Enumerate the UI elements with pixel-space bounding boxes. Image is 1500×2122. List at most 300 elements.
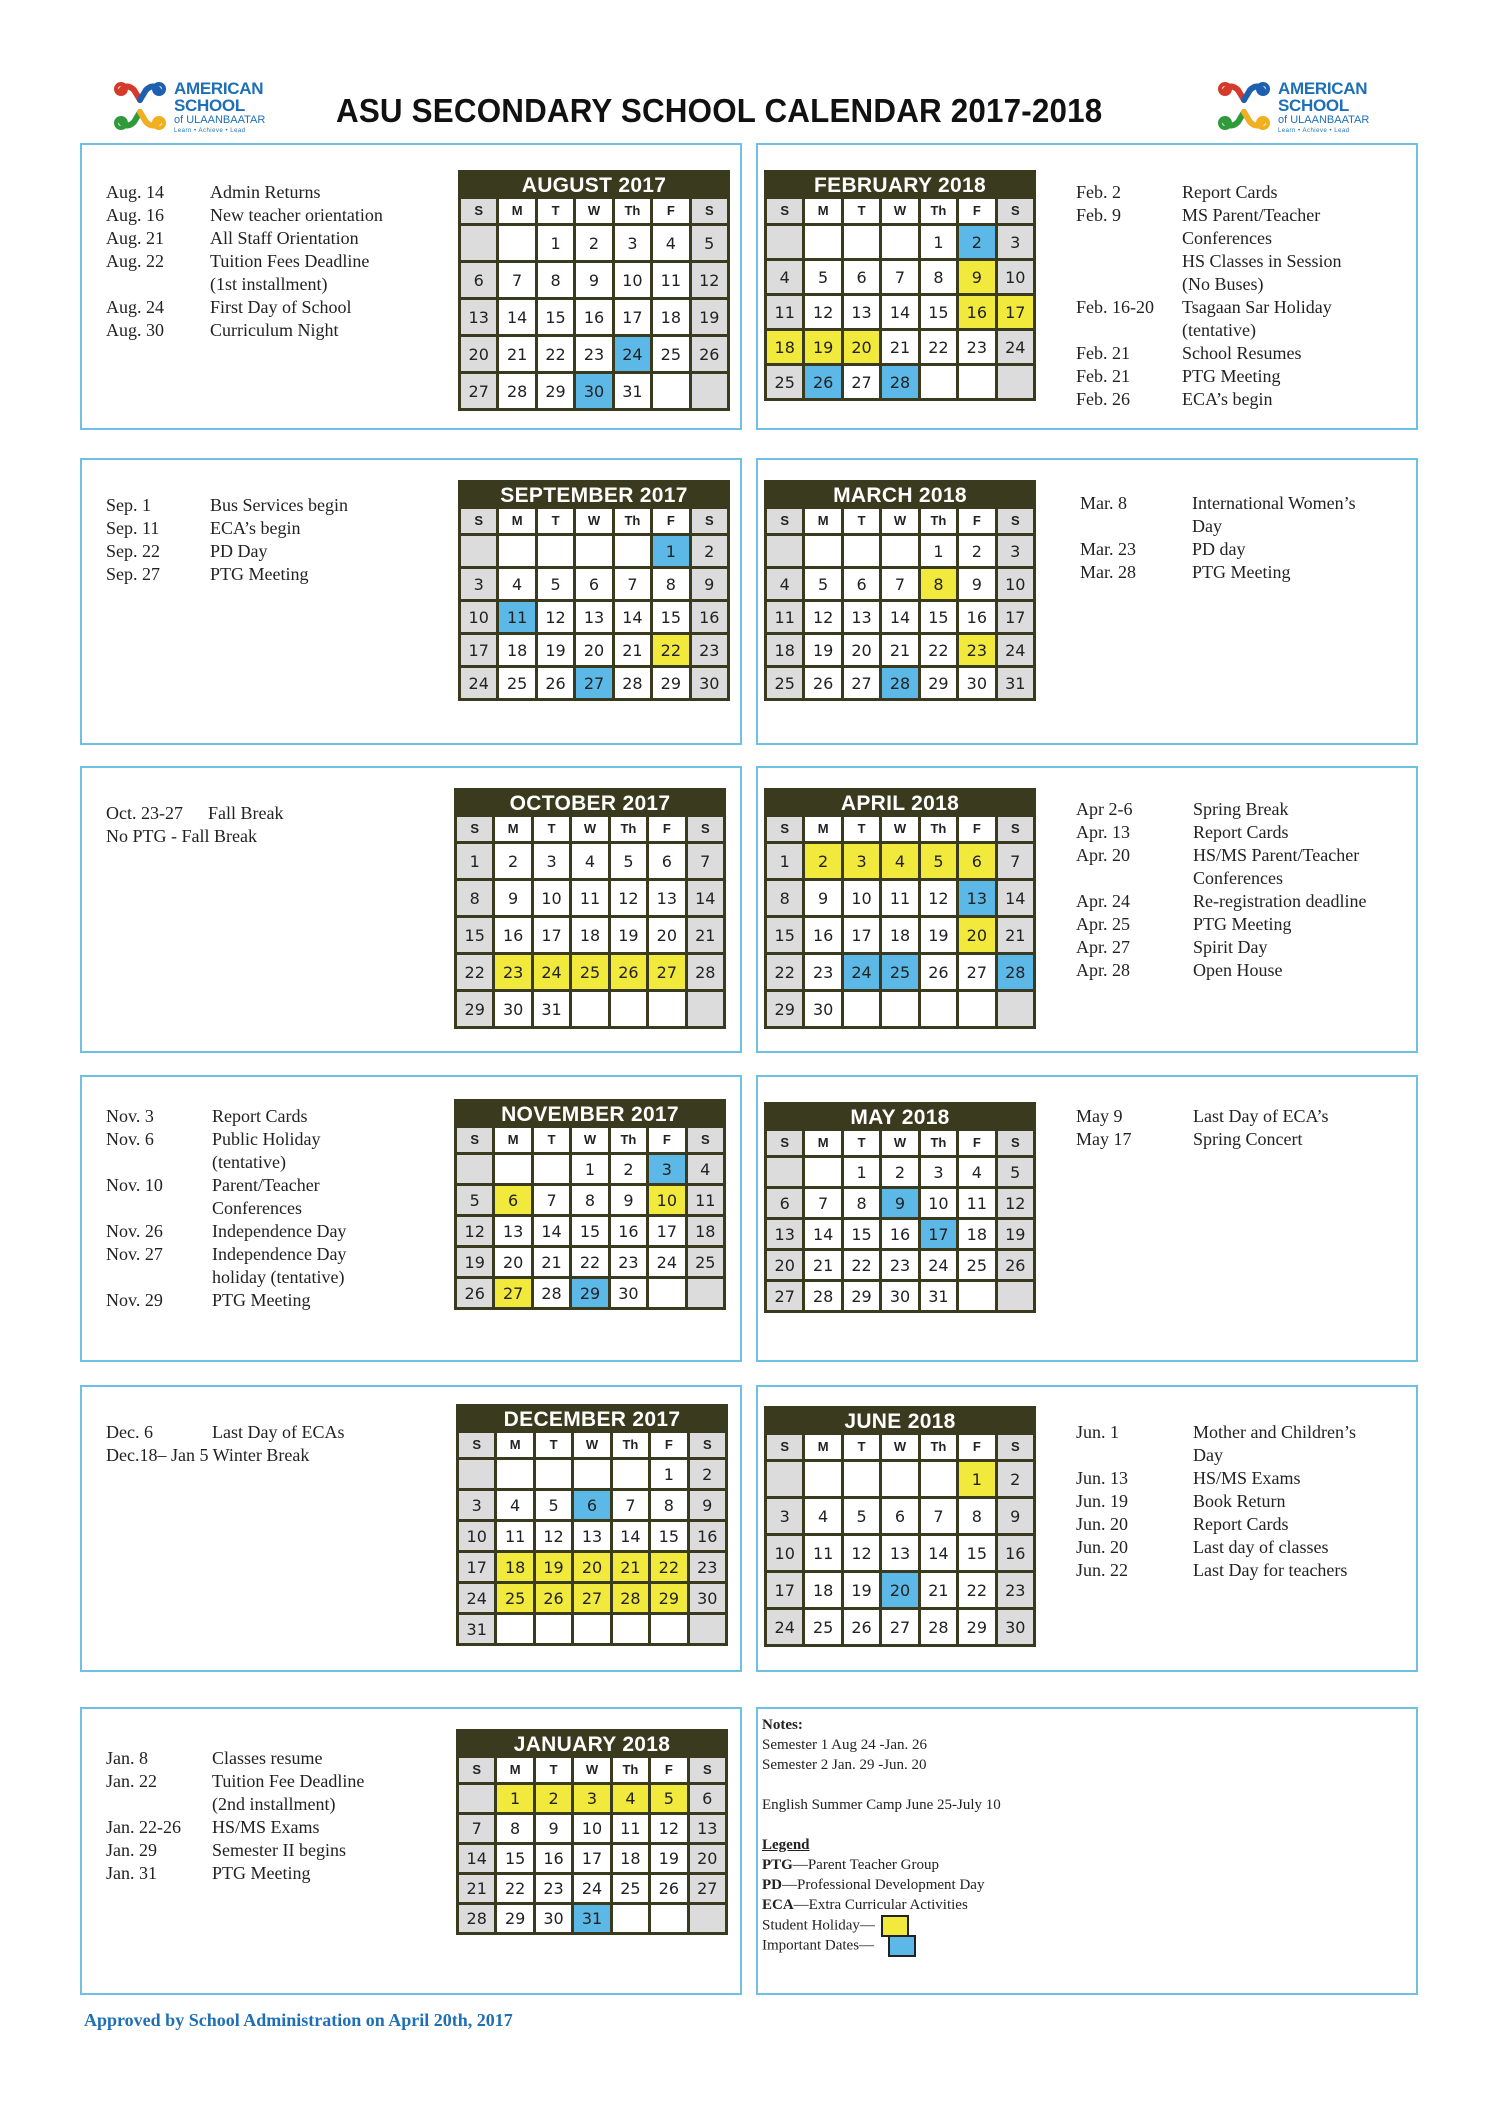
weekday-header: M (497, 1758, 532, 1782)
weekday-header: Th (921, 1131, 956, 1155)
empty-day-cell (651, 1905, 686, 1932)
month-title: AUGUST 2017 (521, 174, 667, 197)
day-cell: 24 (615, 337, 650, 371)
event-row (106, 1220, 346, 1243)
event-row (1076, 250, 1342, 273)
event-row (1080, 492, 1356, 515)
weekday-header: W (882, 1435, 917, 1459)
empty-day-cell (959, 992, 994, 1026)
event-row (1076, 181, 1342, 204)
day-cell: 20 (844, 331, 879, 363)
event-description: Day (1192, 516, 1222, 536)
event-description: Public Holiday (212, 1129, 321, 1149)
day-cell: 20 (882, 1573, 917, 1607)
event-description: Independence Day (212, 1221, 347, 1241)
day-cell: 9 (536, 1815, 571, 1842)
day-cell: 24 (649, 1248, 684, 1276)
empty-day-cell (882, 536, 917, 566)
empty-day-cell (538, 536, 573, 566)
event-row (1076, 1444, 1356, 1467)
month-title: JANUARY 2018 (513, 1733, 671, 1756)
empty-day-cell (499, 536, 534, 566)
day-cell: 23 (536, 1875, 571, 1902)
day-grid (459, 1433, 725, 1643)
empty-day-cell (805, 1462, 840, 1496)
weekday-header: S (459, 1758, 494, 1782)
legend-meaning: —Parent Teacher Group (792, 1857, 939, 1873)
day-cell: 5 (536, 1491, 571, 1519)
day-cell: 17 (998, 602, 1033, 632)
day-cell: 20 (576, 635, 611, 665)
event-description: PTG Meeting (212, 1290, 311, 1310)
event-row (1076, 1559, 1356, 1582)
event-row (1076, 204, 1342, 227)
weekday-header: W (574, 1433, 609, 1457)
day-cell: 16 (576, 300, 611, 334)
event-description: (No Buses) (1182, 274, 1264, 294)
day-cell: 17 (649, 1217, 684, 1245)
empty-day-cell (572, 992, 607, 1026)
empty-day-cell (574, 1460, 609, 1488)
empty-day-cell (497, 1460, 532, 1488)
day-cell: 27 (844, 366, 879, 398)
day-cell: 28 (882, 668, 917, 698)
day-cell: 29 (651, 1584, 686, 1612)
empty-day-cell (688, 1279, 723, 1307)
day-cell: 17 (459, 1553, 494, 1581)
weekday-header: W (882, 199, 917, 223)
event-date: Nov. 6 (106, 1129, 154, 1149)
empty-day-cell (461, 536, 496, 566)
weekday-header: F (651, 1433, 686, 1457)
empty-day-cell (536, 1460, 571, 1488)
day-cell: 26 (921, 955, 956, 989)
day-cell: 25 (613, 1875, 648, 1902)
event-description: HS/MS Parent/Teacher (1193, 845, 1360, 865)
day-cell: 5 (844, 1499, 879, 1533)
day-cell: 21 (921, 1573, 956, 1607)
empty-day-cell (613, 1615, 648, 1643)
event-date (106, 1793, 212, 1816)
day-cell: 3 (574, 1785, 609, 1812)
day-cell: 2 (536, 1785, 571, 1812)
logo-line2: SCHOOL (1278, 96, 1349, 115)
weekday-header: T (536, 1758, 571, 1782)
event-description: Conferences (212, 1198, 302, 1218)
event-row (1076, 319, 1342, 342)
day-cell: 20 (690, 1845, 725, 1872)
day-cell: 20 (461, 337, 496, 371)
day-cell: 27 (844, 668, 879, 698)
month-title: MAY 2018 (850, 1106, 950, 1129)
empty-day-cell (882, 226, 917, 258)
event-row (106, 1174, 346, 1197)
day-cell: 7 (613, 1491, 648, 1519)
month-calendar (764, 1406, 1036, 1647)
day-cell: 12 (457, 1217, 492, 1245)
day-cell: 14 (459, 1845, 494, 1872)
event-date: Feb. 2 (1076, 182, 1121, 202)
event-row (106, 1839, 364, 1862)
event-row (1076, 821, 1366, 844)
day-grid (767, 1435, 1033, 1644)
month-calendar (456, 1729, 728, 1935)
day-cell: 3 (921, 1158, 956, 1186)
day-cell: 25 (499, 668, 534, 698)
day-cell: 14 (882, 296, 917, 328)
event-description: PTG Meeting (210, 564, 309, 584)
day-cell: 30 (576, 374, 611, 408)
day-cell: 30 (611, 1279, 646, 1307)
day-cell: 31 (921, 1282, 956, 1310)
empty-day-cell (688, 992, 723, 1026)
event-description: ECA’s begin (1182, 389, 1273, 409)
event-description: PTG Meeting (1182, 366, 1281, 386)
event-description: Spirit Day (1193, 937, 1268, 957)
event-row (106, 540, 348, 563)
event-description: Tuition Fee Deadline (212, 1771, 365, 1791)
empty-day-cell (844, 226, 879, 258)
day-cell: 19 (536, 1553, 571, 1581)
empty-day-cell (457, 1155, 492, 1183)
weekday-header: S (692, 199, 727, 223)
day-cell: 4 (882, 844, 917, 878)
day-cell: 9 (495, 881, 530, 915)
empty-day-cell (495, 1155, 530, 1183)
day-cell: 18 (497, 1553, 532, 1581)
day-cell: 18 (767, 331, 802, 363)
event-list (106, 181, 383, 342)
day-cell: 6 (882, 1499, 917, 1533)
month-calendar (764, 788, 1036, 1029)
day-cell: 4 (767, 261, 802, 293)
weekday-header: T (844, 817, 879, 841)
school-logo (1216, 78, 1376, 138)
event-list (106, 494, 348, 586)
event-row (1076, 388, 1342, 411)
event-description: Last day of classes (1193, 1537, 1329, 1557)
day-cell: 11 (613, 1815, 648, 1842)
day-cell: 15 (651, 1522, 686, 1550)
day-cell: 14 (998, 881, 1033, 915)
day-grid (767, 199, 1033, 398)
empty-day-cell (805, 536, 840, 566)
weekday-header: S (461, 509, 496, 533)
day-cell: 21 (534, 1248, 569, 1276)
weekday-header: S (457, 1128, 492, 1152)
day-cell: 30 (536, 1905, 571, 1932)
event-date: Sep. 27 (106, 564, 160, 584)
weekday-header: S (690, 1758, 725, 1782)
event-row (106, 1105, 346, 1128)
event-row (106, 1770, 364, 1793)
day-cell: 29 (572, 1279, 607, 1307)
day-cell: 25 (572, 955, 607, 989)
day-cell: 9 (882, 1189, 917, 1217)
event-date: Jun. 1 (1076, 1422, 1120, 1442)
day-cell: 9 (998, 1499, 1033, 1533)
day-cell: 10 (998, 569, 1033, 599)
day-cell: 5 (805, 569, 840, 599)
event-description: New teacher orientation (210, 205, 383, 225)
day-cell: 30 (998, 1610, 1033, 1644)
day-cell: 15 (767, 918, 802, 952)
event-row (1080, 515, 1356, 538)
day-cell: 29 (653, 668, 688, 698)
event-row (106, 181, 383, 204)
day-cell: 22 (457, 955, 492, 989)
notes-heading: Notes: (762, 1717, 803, 1733)
important-dates-label: Important Dates— (762, 1937, 875, 1954)
event-list (106, 1747, 364, 1885)
weekday-header: S (767, 509, 802, 533)
event-description: Report Cards (1193, 1514, 1289, 1534)
day-cell: 6 (844, 569, 879, 599)
day-cell: 9 (692, 569, 727, 599)
day-grid (459, 1758, 725, 1932)
day-cell: 24 (574, 1875, 609, 1902)
day-cell: 4 (572, 844, 607, 878)
event-description: Classes resume (212, 1748, 323, 1768)
day-cell: 8 (457, 881, 492, 915)
day-cell: 26 (844, 1610, 879, 1644)
event-description: Report Cards (1193, 822, 1289, 842)
day-cell: 2 (576, 226, 611, 260)
day-cell: 21 (882, 331, 917, 363)
event-description: Report Cards (1182, 182, 1278, 202)
day-cell: 19 (998, 1220, 1033, 1248)
day-grid (457, 817, 723, 1026)
day-cell: 28 (882, 366, 917, 398)
day-cell: 10 (921, 1189, 956, 1217)
day-cell: 2 (495, 844, 530, 878)
event-date: Nov. 29 (106, 1290, 163, 1310)
event-row (1076, 1490, 1356, 1513)
event-row (106, 494, 348, 517)
day-cell: 6 (576, 569, 611, 599)
event-description: Spring Break (1193, 799, 1289, 819)
day-cell: 3 (998, 536, 1033, 566)
day-cell: 9 (805, 881, 840, 915)
event-description: Book Return (1193, 1491, 1286, 1511)
event-date: Feb. 16-20 (1076, 297, 1154, 317)
day-cell: 24 (461, 668, 496, 698)
empty-day-cell (767, 1158, 802, 1186)
day-cell: 5 (651, 1785, 686, 1812)
weekday-header: F (959, 199, 994, 223)
weekday-header: S (998, 509, 1033, 533)
event-row (1076, 959, 1366, 982)
empty-day-cell (613, 1460, 648, 1488)
day-cell: 26 (998, 1251, 1033, 1279)
day-cell: 6 (574, 1491, 609, 1519)
day-cell: 29 (538, 374, 573, 408)
weekday-header: F (651, 1758, 686, 1782)
day-cell: 12 (805, 602, 840, 632)
day-cell: 3 (615, 226, 650, 260)
day-cell: 13 (844, 296, 879, 328)
day-cell: 26 (651, 1875, 686, 1902)
day-cell: 6 (461, 263, 496, 297)
weekday-header: F (649, 1128, 684, 1152)
event-row (1080, 538, 1356, 561)
day-cell: 23 (882, 1251, 917, 1279)
event-description: Tsagaan Sar Holiday (1182, 297, 1332, 317)
day-cell: 14 (688, 881, 723, 915)
event-date: No PTG - Fall Break (106, 826, 257, 846)
event-description: (tentative) (212, 1152, 286, 1172)
day-cell: 18 (767, 635, 802, 665)
event-description: All Staff Orientation (210, 228, 359, 248)
day-cell: 26 (805, 366, 840, 398)
event-date: Feb. 26 (1076, 389, 1130, 409)
event-date: May 9 (1076, 1106, 1123, 1126)
day-cell: 27 (690, 1875, 725, 1902)
day-cell: 3 (534, 844, 569, 878)
event-list (1076, 181, 1342, 411)
month-calendar (764, 170, 1036, 401)
weekday-header: T (534, 817, 569, 841)
day-cell: 22 (767, 955, 802, 989)
semester2-note: Semester 2 Jan. 29 -Jun. 20 (762, 1757, 927, 1773)
notes-content (762, 1715, 1001, 1955)
month-panel (756, 143, 1418, 430)
day-cell: 31 (534, 992, 569, 1026)
event-date: Aug. 30 (106, 320, 164, 340)
day-cell: 26 (692, 337, 727, 371)
weekday-header: T (538, 199, 573, 223)
event-date: May 17 (1076, 1129, 1132, 1149)
day-cell: 22 (844, 1251, 879, 1279)
weekday-header: T (538, 509, 573, 533)
day-cell: 15 (844, 1220, 879, 1248)
legend-heading: Legend (762, 1837, 810, 1853)
empty-day-cell (998, 366, 1033, 398)
event-row (106, 273, 383, 296)
day-cell: 24 (998, 331, 1033, 363)
day-cell: 21 (613, 1553, 648, 1581)
day-cell: 8 (959, 1499, 994, 1533)
event-description: holiday (tentative) (212, 1267, 345, 1287)
logo-tagline: Learn • Achieve • Lead (174, 128, 246, 134)
weekday-header: T (844, 199, 879, 223)
empty-day-cell (611, 992, 646, 1026)
event-description: HS Classes in Session (1182, 251, 1342, 271)
day-cell: 1 (921, 226, 956, 258)
event-description: Bus Services begin (210, 495, 348, 515)
event-date (106, 1151, 212, 1174)
day-cell: 6 (690, 1785, 725, 1812)
day-cell: 9 (576, 263, 611, 297)
event-description: HS/MS Exams (1193, 1468, 1301, 1488)
day-cell: 7 (998, 844, 1033, 878)
weekday-header: S (998, 817, 1033, 841)
day-cell: 28 (615, 668, 650, 698)
day-cell: 5 (611, 844, 646, 878)
day-cell: 27 (495, 1279, 530, 1307)
event-row (1076, 1128, 1328, 1151)
event-date: Apr. 25 (1076, 914, 1130, 934)
day-cell: 20 (495, 1248, 530, 1276)
day-cell: 24 (459, 1584, 494, 1612)
day-cell: 13 (882, 1536, 917, 1570)
day-cell: 14 (613, 1522, 648, 1550)
event-row (1076, 844, 1366, 867)
day-cell: 23 (959, 635, 994, 665)
day-cell: 21 (688, 918, 723, 952)
day-cell: 27 (959, 955, 994, 989)
weekday-header: Th (613, 1758, 648, 1782)
weekday-header: F (959, 1435, 994, 1459)
event-description: PTG Meeting (212, 1863, 311, 1883)
day-cell: 11 (767, 296, 802, 328)
event-row (106, 1816, 364, 1839)
event-description: Spring Concert (1193, 1129, 1303, 1149)
event-description: HS/MS Exams (212, 1817, 320, 1837)
day-cell: 8 (921, 261, 956, 293)
month-panel (80, 1385, 742, 1672)
empty-day-cell (459, 1460, 494, 1488)
day-cell: 1 (572, 1155, 607, 1183)
day-cell: 12 (998, 1189, 1033, 1217)
day-cell: 25 (653, 337, 688, 371)
day-cell: 4 (499, 569, 534, 599)
day-cell: 2 (692, 536, 727, 566)
month-panel (80, 143, 742, 430)
day-cell: 4 (959, 1158, 994, 1186)
day-cell: 17 (615, 300, 650, 334)
day-cell: 23 (998, 1573, 1033, 1607)
logo-mark-icon (1216, 78, 1272, 134)
day-cell: 7 (921, 1499, 956, 1533)
day-cell: 18 (572, 918, 607, 952)
day-cell: 1 (653, 536, 688, 566)
weekday-header: W (882, 1131, 917, 1155)
empty-day-cell (921, 366, 956, 398)
day-cell: 12 (611, 881, 646, 915)
event-row (106, 1266, 346, 1289)
event-row (106, 319, 383, 342)
day-cell: 10 (574, 1815, 609, 1842)
day-cell: 1 (921, 536, 956, 566)
day-cell: 18 (688, 1217, 723, 1245)
legend-abbr: ECA (762, 1897, 794, 1913)
important-dates-swatch (888, 1935, 916, 1957)
day-cell: 12 (538, 602, 573, 632)
event-description: Conferences (1182, 228, 1272, 248)
month-panel (80, 1075, 742, 1362)
empty-day-cell (574, 1615, 609, 1643)
month-calendar (458, 170, 730, 411)
event-date: Apr. 13 (1076, 822, 1130, 842)
event-description: (1st installment) (210, 274, 328, 294)
day-cell: 20 (649, 918, 684, 952)
weekday-header: S (690, 1433, 725, 1457)
month-panel (756, 458, 1418, 745)
weekday-header: Th (615, 199, 650, 223)
event-date: Jun. 19 (1076, 1491, 1129, 1511)
legend-pd (762, 1875, 1001, 1895)
event-description: PD day (1192, 539, 1246, 559)
day-cell: 11 (497, 1522, 532, 1550)
event-date: Jun. 13 (1076, 1468, 1129, 1488)
day-cell: 28 (998, 955, 1033, 989)
event-description: PD Day (210, 541, 268, 561)
event-row (1076, 365, 1342, 388)
day-cell: 2 (959, 226, 994, 258)
day-cell: 22 (651, 1553, 686, 1581)
event-date: Nov. 27 (106, 1244, 163, 1264)
